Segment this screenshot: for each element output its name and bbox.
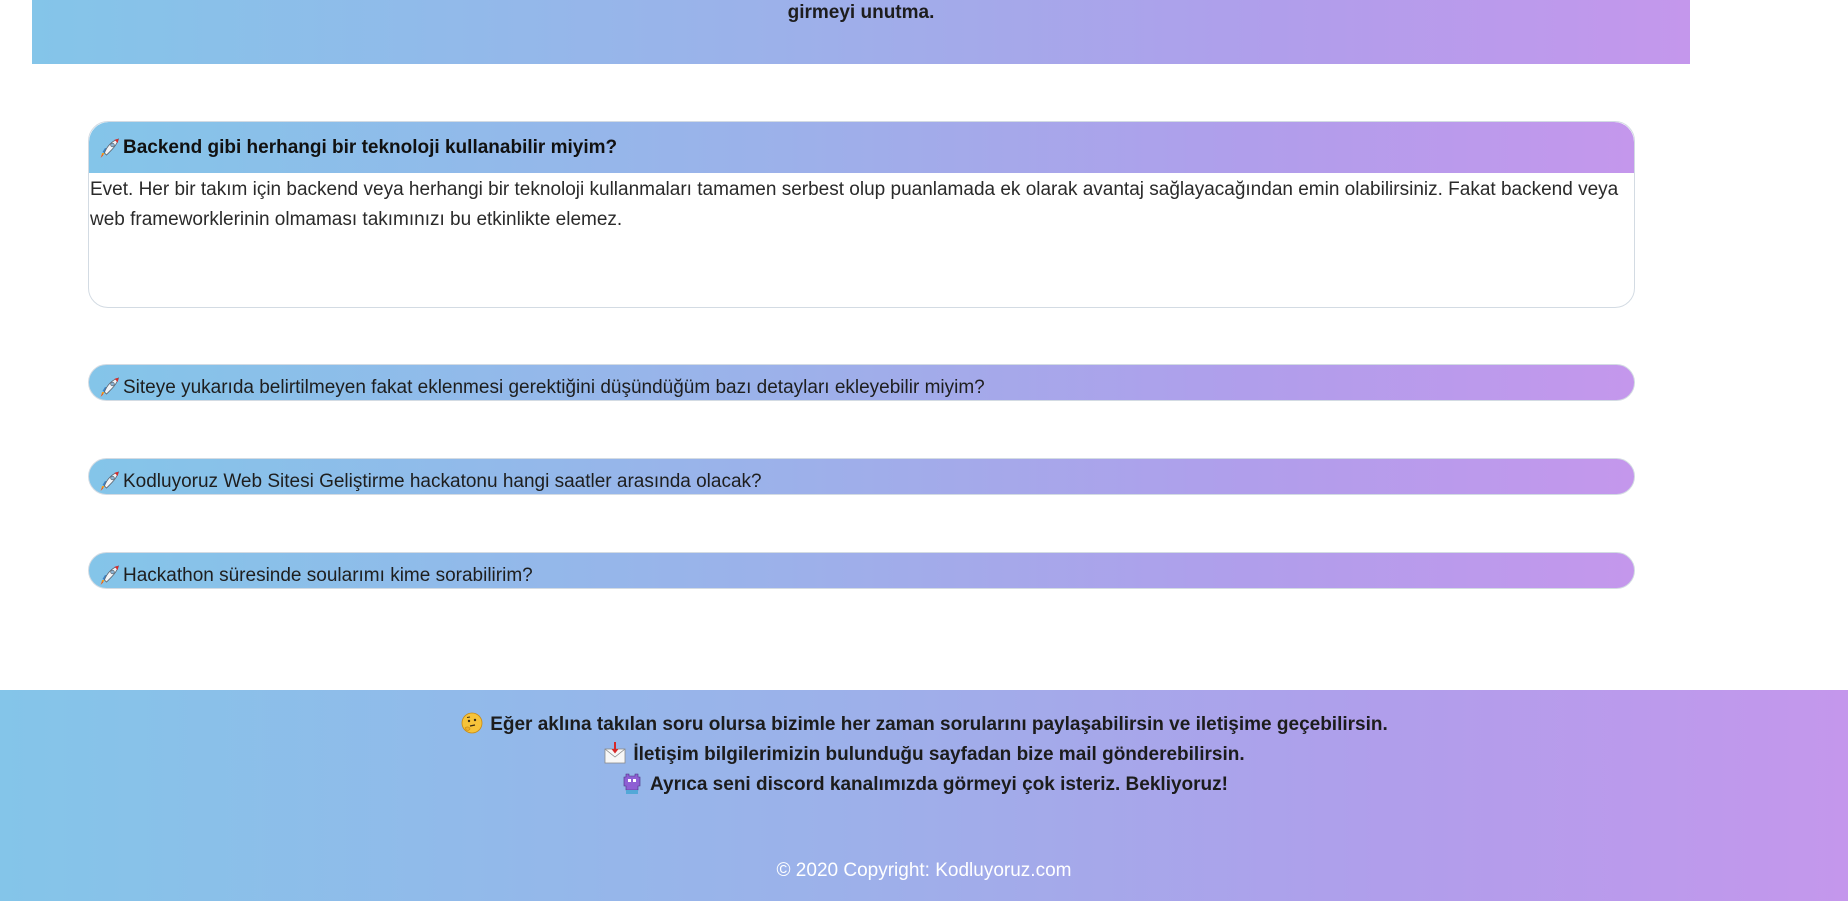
- thinking-face-icon: [460, 711, 484, 735]
- footer-message-discord: Ayrıca seni discord kanalımızda görmeyi çok isteriz. Bekliyoruz!: [0, 770, 1848, 800]
- faq-item-1: [88, 121, 1635, 308]
- footer-message-mail: İletişim bilgilerimizin bulunduğu sayfadan bize mail gönderebilirsin.: [0, 740, 1848, 770]
- footer-messages: [0, 690, 1848, 800]
- faq-item-3: [88, 458, 1635, 495]
- faq-question-text: Siteye yukarıda belirtilmeyen fakat eklenmesi gerektiğini düşündüğüm bazı detayları ekleyebilir miyim?: [123, 377, 985, 398]
- footer: [0, 690, 1848, 901]
- copyright: © 2020 Copyright: Kodluyoruz.com: [776, 860, 1072, 881]
- rocket-icon: [97, 136, 122, 160]
- faq-card: [88, 121, 1635, 308]
- alien-monster-icon: [620, 771, 644, 795]
- faq-item-4: [88, 552, 1635, 589]
- rocket-icon: [97, 563, 122, 587]
- faq-question-text: Backend gibi herhangi bir teknoloji kullanabilir miyim?: [123, 136, 618, 158]
- banner-text: girmeyi unutma.: [787, 2, 935, 23]
- faq-question-toggle[interactable]: [88, 552, 1635, 589]
- faq-question-text: Kodluyoruz Web Sitesi Geliştirme hackatonu hangi saatler arasında olacak?: [123, 471, 762, 492]
- envelope-arrow-icon: [603, 741, 627, 765]
- rocket-icon: [97, 469, 122, 493]
- faq-question-toggle[interactable]: [89, 122, 1634, 173]
- footer-message-questions: Eğer aklına takılan soru olursa bizimle her zaman sorularını paylaşabilirsin ve iletişime geçebilirsin.: [0, 710, 1848, 740]
- rocket-icon: [97, 375, 122, 399]
- faq-answer: Evet. Her bir takım için backend veya herhangi bir teknoloji kullanmaları tamamen serbest olup puanlamada ek olarak avantaj sağlayacağından emin olabilirsiniz. Fakat backend veya web frameworklerinin olmaması takımınızı bu etkinlikte elemez.: [90, 179, 1619, 230]
- top-banner: [32, 0, 1690, 64]
- faq-question-toggle[interactable]: [88, 458, 1635, 495]
- faq-item-2: [88, 364, 1635, 401]
- faq-question-toggle[interactable]: [88, 364, 1635, 401]
- faq-question-text: Hackathon süresinde soularımı kime sorabilirim?: [123, 565, 533, 586]
